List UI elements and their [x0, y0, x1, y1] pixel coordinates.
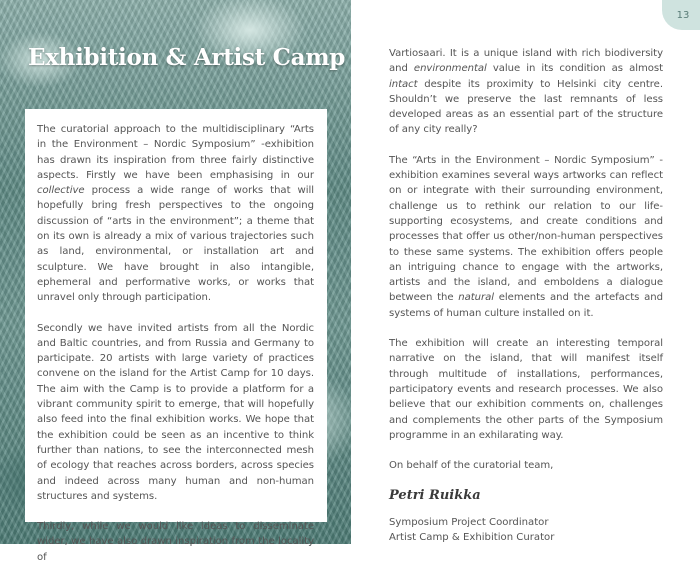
signature-name: Petri Ruikka: [389, 488, 481, 504]
text-segment: On behalf of the curatorial team,: [389, 460, 554, 472]
right-paragraph-3: [389, 336, 663, 443]
text-segment: The curatorial approach to the multidisciplinary “Arts in the Environment – Nordic Symposium” -exhibition has drawn its inspiration from three fairly distinctive aspects. Firstly we have been emphasising in our: [37, 124, 314, 181]
emphasis-text: environmental: [413, 63, 487, 75]
text-segment: process a wide range of works that will hopefully bring fresh perspectives to the ongoing discussion of “arts in the environment”; a theme that on its own is already a mix of various trajectories such as land, environmental, or installation art and sculpture. We have brought in also intangible, ephemeral and performative works, or works that unravel only through participation.: [37, 185, 314, 304]
left-text-box: [25, 109, 327, 563]
emphasis-text: intact: [389, 78, 418, 90]
right-paragraph-1: [389, 46, 663, 138]
page-title: Exhibition & Artist Camp: [28, 44, 346, 71]
background-photo: [0, 0, 351, 563]
signature-role-line-1: Symposium Project Coordinator: [389, 517, 549, 529]
emphasis-text: collective: [37, 185, 85, 197]
text-segment: The “Arts in the Environment – Nordic Symposium” -exhibition examines several ways artworks can reflect on or integrate with their surrounding environment, challenge us to rethink our relation to our life-supporting ecosystems, and create conditions and processes that offer us other/non-human perspectives to these same systems. The exhibition offers people an intriguing chance to engage with the artworks, artists and the island, and emboldens a dialogue between the: [389, 154, 663, 304]
left-paragraph-1: [37, 122, 314, 306]
text-segment: Secondly we have invited artists from all the Nordic and Baltic countries, and from Russia and Germany to participate. 20 artists with large variety of practices convene on the island for the Artist Camp for 10 days. The aim with the Camp is to provide a platform for a vibrant community spirit to emerge, that will hopefully also feed into the final exhibition works. We hope that the exhibition could be seen as an incentive to think further than nations, to see the interconnected mesh of ecology that reaches across borders, across species and indeed across many human and non-human structures and systems.: [37, 322, 314, 502]
left-paragraph-3: [37, 519, 314, 565]
left-paragraph-2: [37, 321, 314, 505]
text-segment: The exhibition will create an interesting temporal narrative on the island, that will manifest itself through multitude of installations, performances, participatory events and research processes. We also believe that our exhibition comments on, challenges and complements the other parts of the Symposium programme in an exhilarating way.: [389, 338, 663, 441]
signature-role: [389, 515, 663, 545]
emphasis-text: natural: [458, 292, 494, 304]
right-column: [389, 46, 663, 545]
text-segment: value in its condition as almost: [486, 63, 663, 75]
text-segment: elements and the artefacts and systems of human culture installed on it.: [389, 292, 663, 319]
text-segment: despite its proximity to Helsinki city centre. Shouldn’t we preserve the last remnants of less developed areas as an essential part of the structure of any city really?: [389, 78, 663, 136]
text-segment: Vartiosaari. It is a unique island with rich biodiversity and: [389, 48, 663, 75]
right-paragraph-4: [389, 458, 663, 473]
right-paragraph-2: [389, 153, 663, 321]
signature-role-line-2: Artist Camp & Exhibition Curator: [389, 532, 555, 544]
page-number: 13: [662, 0, 700, 30]
text-segment: Thirdly, while we would like ideas to disseminate wider, we have also drawn inspiration from the locality of: [37, 521, 314, 563]
